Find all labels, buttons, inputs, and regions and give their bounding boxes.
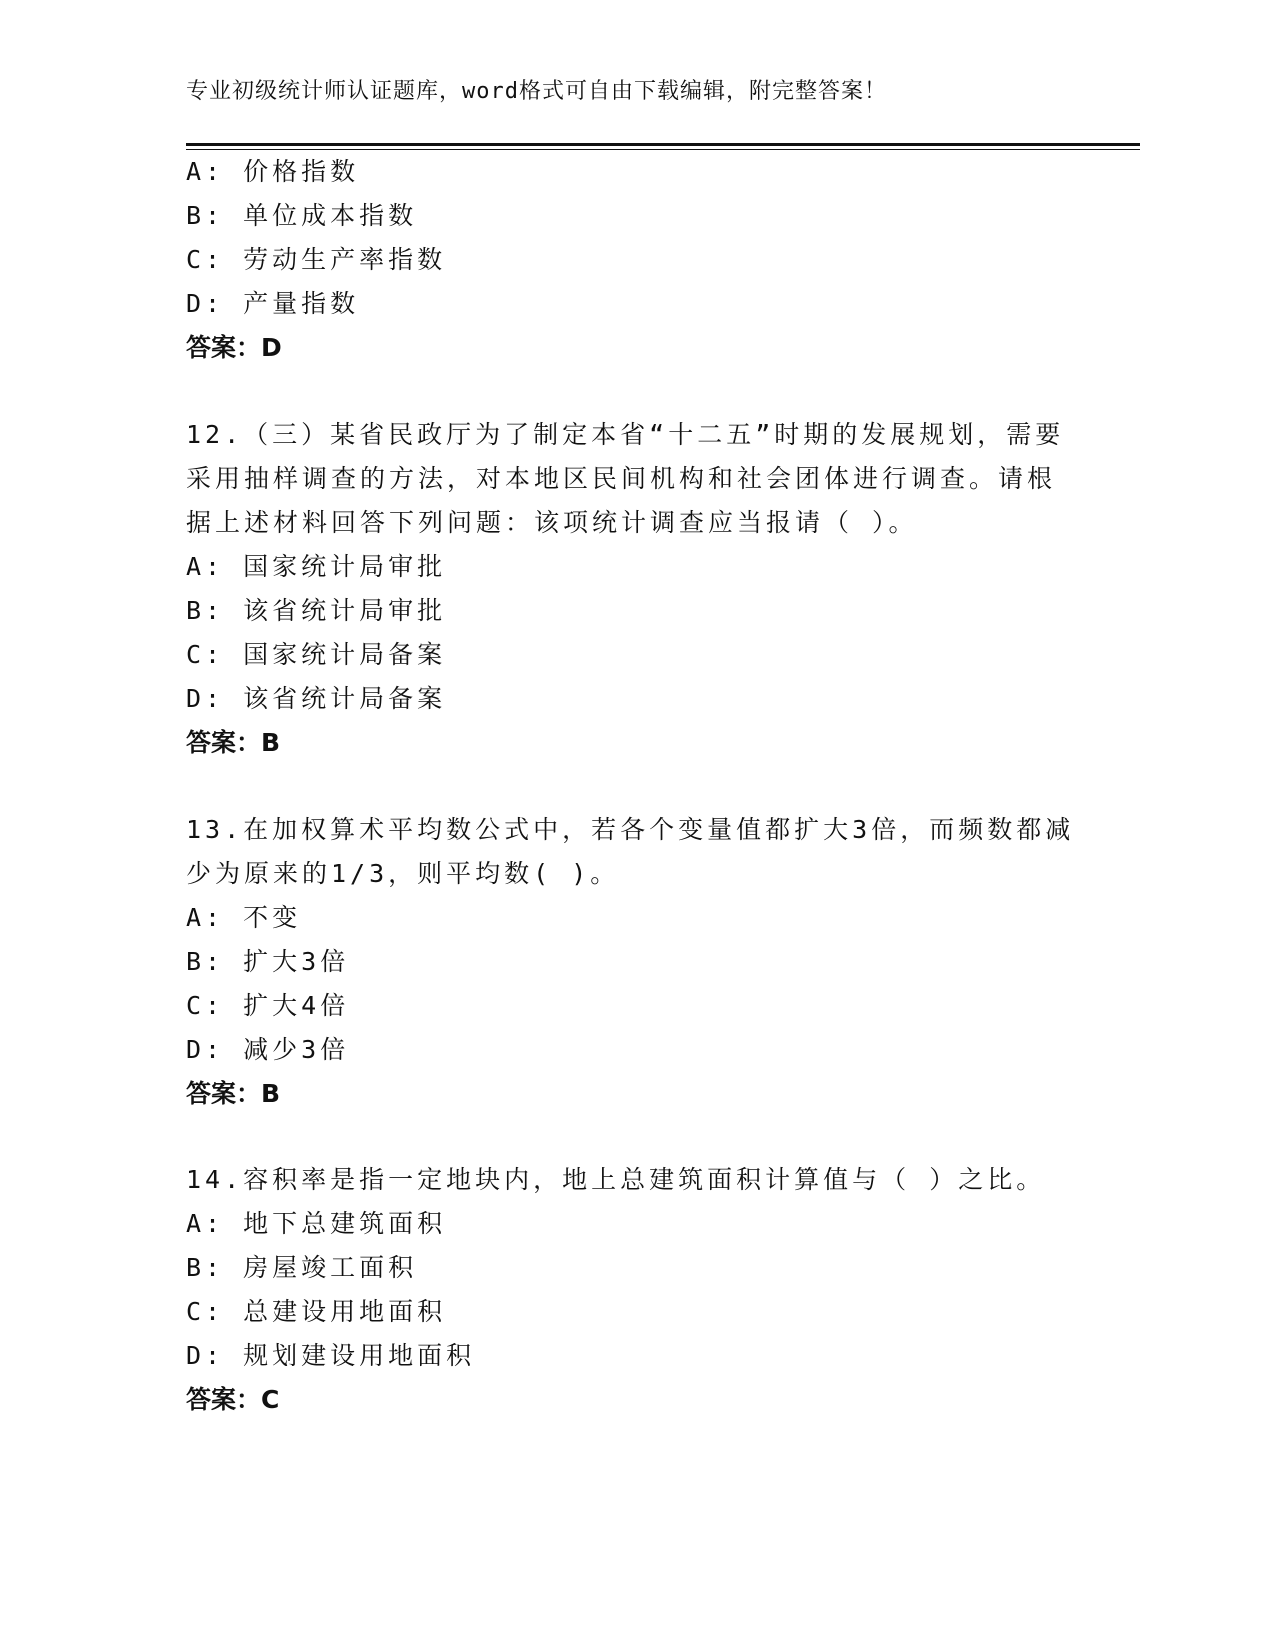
q12-answer: 答案：B bbox=[186, 728, 281, 757]
q12-stem-line-3: 据上述材料回答下列问题：该项统计调查应当报请（ ）。 bbox=[186, 508, 918, 537]
page-header: 专业初级统计师认证题库，word格式可自由下载编辑，附完整答案！ bbox=[186, 79, 887, 104]
q14-option-c: C: 总建设用地面积 bbox=[186, 1297, 447, 1326]
q13-stem-line-1: 13.在加权算术平均数公式中，若各个变量值都扩大3倍，而频数都减 bbox=[186, 815, 1075, 844]
q14-stem-line-1: 14.容积率是指一定地块内，地上总建筑面积计算值与（ ）之比。 bbox=[186, 1165, 1046, 1194]
q11-option-a: A: 价格指数 bbox=[186, 157, 360, 186]
q14-answer: 答案：C bbox=[186, 1385, 280, 1414]
q11-answer: 答案：D bbox=[186, 333, 282, 362]
q13-option-c: C: 扩大4倍 bbox=[186, 991, 350, 1020]
q11-option-d: D: 产量指数 bbox=[186, 289, 360, 318]
q12-stem-line-1: 12.（三）某省民政厅为了制定本省“十二五”时期的发展规划，需要 bbox=[186, 420, 1065, 449]
q14-option-b: B: 房屋竣工面积 bbox=[186, 1253, 418, 1282]
q13-stem-line-2: 少为原来的1/3，则平均数( )。 bbox=[186, 859, 620, 888]
q13-option-d: D: 减少3倍 bbox=[186, 1035, 350, 1064]
q12-stem-line-2: 采用抽样调查的方法，对本地区民间机构和社会团体进行调查。请根 bbox=[186, 464, 1057, 493]
q13-option-b: B: 扩大3倍 bbox=[186, 947, 350, 976]
q14-option-a: A: 地下总建筑面积 bbox=[186, 1209, 447, 1238]
q12-option-a: A: 国家统计局审批 bbox=[186, 552, 447, 581]
q12-option-d: D: 该省统计局备案 bbox=[186, 684, 447, 713]
q13-option-a: A: 不变 bbox=[186, 903, 302, 932]
q14-option-d: D: 规划建设用地面积 bbox=[186, 1341, 476, 1370]
header-rule-thick bbox=[186, 143, 1140, 146]
q11-option-c: C: 劳动生产率指数 bbox=[186, 245, 447, 274]
q11-option-b: B: 单位成本指数 bbox=[186, 201, 418, 230]
q12-option-b: B: 该省统计局审批 bbox=[186, 596, 447, 625]
q13-answer: 答案：B bbox=[186, 1079, 281, 1108]
q12-option-c: C: 国家统计局备案 bbox=[186, 640, 447, 669]
header-rule-thin bbox=[186, 149, 1140, 150]
